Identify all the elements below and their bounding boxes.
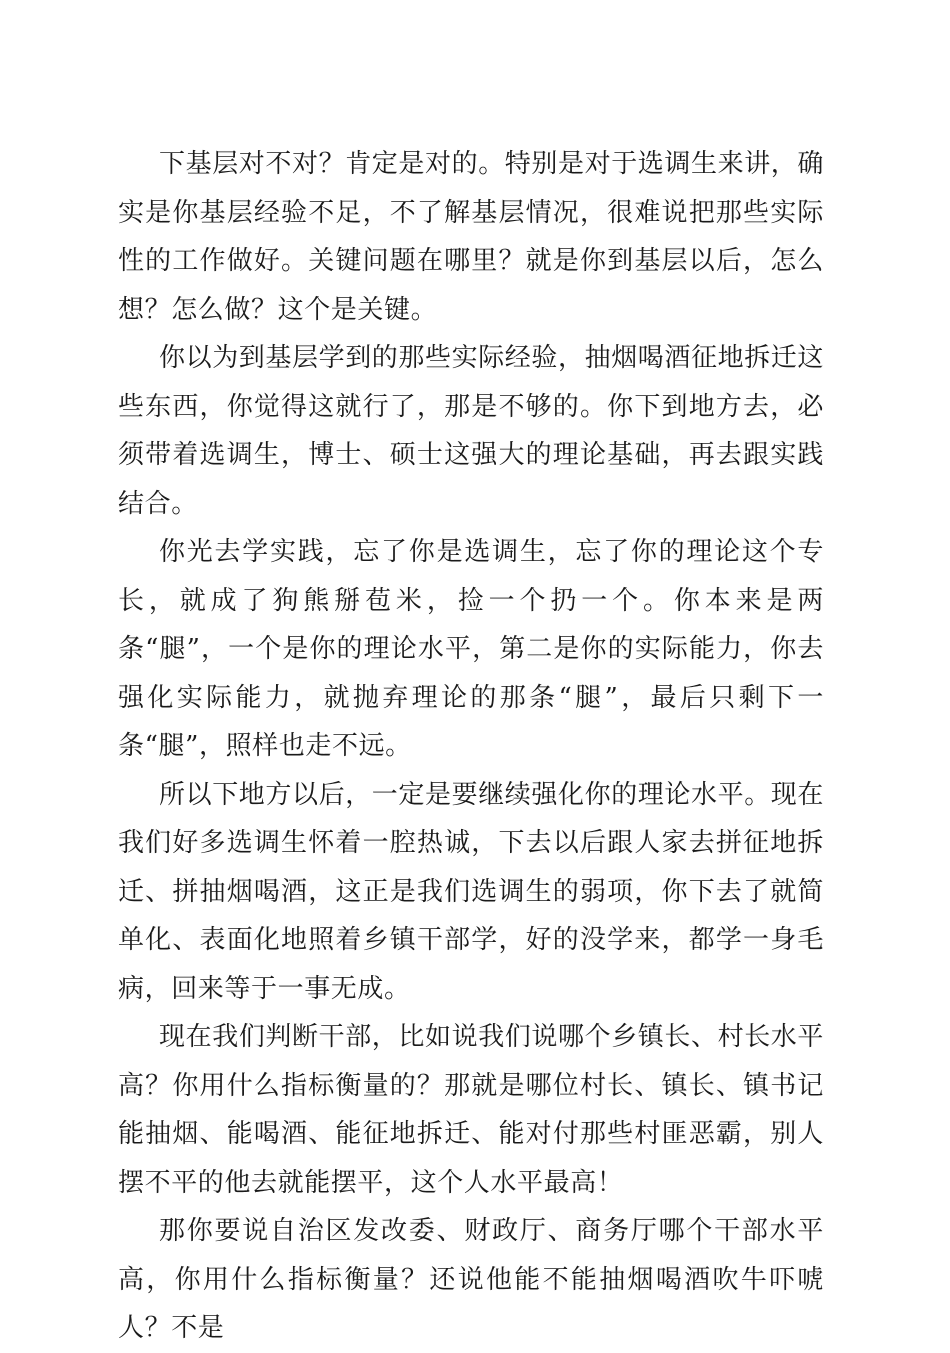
document-body	[118, 140, 824, 1353]
paragraph-1: 下基层对不对？肯定是对的。特别是对于选调生来讲，确实是你基层经验不足，不了解基层情况，很难说把那些实际性的工作做好。关键问题在哪里？就是你到基层以后，怎么想？怎么做？这个是关键。	[118, 149, 825, 325]
paragraph-4: 所以下地方以后，一定是要继续强化你的理论水平。现在我们好多选调生怀着一腔热诚，下去以后跟人家去拼征地拆迁、拼抽烟喝酒，这正是我们选调生的弱项，你下去了就简单化、表面化地照着乡镇干部学，好的没学来，都学一身毛病，回来等于一事无成。	[118, 779, 825, 1004]
paragraph-5: 现在我们判断干部，比如说我们说哪个乡镇长、村长水平高？你用什么指标衡量的？那就是哪位村长、镇长、镇书记能抽烟、能喝酒、能征地拆迁、能对付那些村匪恶霸，别人摆不平的他去就能摆平，这个人水平最高！	[118, 1022, 825, 1198]
paragraph-3: 你光去学实践，忘了你是选调生，忘了你的理论这个专长，就成了狗熊掰苞米，捡一个扔一个。你本来是两条“腿”，一个是你的理论水平，第二是你的实际能力，你去强化实际能力，就抛弃理论的那条“腿”，最后只剩下一条“腿”，照样也走不远。	[118, 537, 824, 761]
paragraph-2: 你以为到基层学到的那些实际经验，抽烟喝酒征地拆迁这些东西，你觉得这就行了，那是不够的。你下到地方去，必须带着选调生，博士、硕士这强大的理论基础，再去跟实践结合。	[118, 343, 825, 519]
paragraph-6: 那你要说自治区发改委、财政厅、商务厅哪个干部水平高，你用什么指标衡量？还说他能不能抽烟喝酒吹牛吓唬人？不是	[118, 1216, 824, 1343]
